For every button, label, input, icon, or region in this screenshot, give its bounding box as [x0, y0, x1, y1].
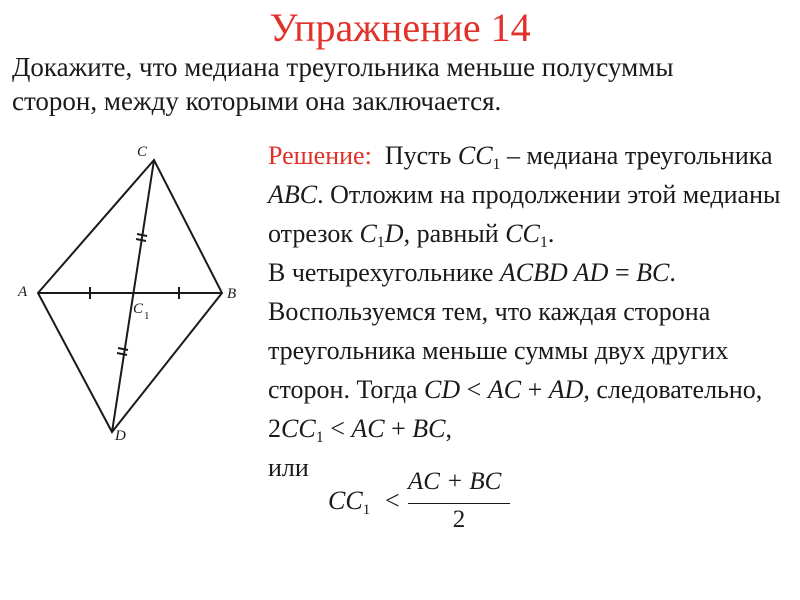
tick-cc1-2 [136, 239, 146, 241]
solution-text-run: , [445, 414, 452, 443]
solution-text-run: + [521, 375, 549, 404]
vertex-label-c1-sub: 1 [144, 310, 150, 322]
solution-text-run: Пусть [384, 141, 458, 170]
problem-line-1: Докажите, что медиана треугольника меньше полусуммы [12, 52, 674, 82]
quadrilateral-acbd [38, 160, 222, 432]
solution-text [268, 136, 793, 487]
math-bc: BC [636, 258, 670, 287]
subscript: 1 [315, 429, 324, 446]
fraction-bar [408, 503, 510, 504]
vertex-label-a: A [18, 284, 28, 300]
solution-text-run: , равный [403, 219, 506, 248]
solution-text-run: = [608, 258, 637, 287]
math-cd: CD [424, 375, 461, 404]
vertex-label-c: C [137, 144, 148, 160]
tick-cc1-1 [137, 234, 147, 236]
math-d: D [384, 219, 404, 248]
formula-lhs-text: CC [328, 486, 363, 515]
formula-lhs-sub: 1 [362, 502, 371, 518]
formula-denominator: 2 [452, 506, 466, 533]
solution-text-run: – медиана треугольника [500, 141, 773, 170]
vertex-label-b: B [227, 286, 237, 302]
subscript: 1 [376, 234, 385, 251]
math-abc: ABC [268, 180, 318, 209]
formula-numerator: AC + BC [408, 468, 502, 495]
formula-operator: < [385, 486, 400, 515]
problem-statement [12, 50, 792, 118]
formula-lhs [328, 486, 370, 516]
math-cc: CC [505, 219, 540, 248]
math-cc: CC [457, 141, 493, 170]
math-bc: BC [412, 414, 446, 443]
solution-text-run: . [547, 219, 555, 248]
solution-text-run: < [323, 414, 352, 443]
tick-c1d-1 [118, 348, 128, 350]
math-ac: AC [487, 375, 522, 404]
math-acbd-ad: ACBD AD [499, 258, 609, 287]
math-ac: AC [351, 414, 385, 443]
formula-inequality [328, 468, 528, 540]
slide-title: Упражнение 14 [269, 5, 531, 50]
vertex-label-d: D [115, 428, 126, 444]
solution-text-run: + [384, 414, 413, 443]
geometry-figure [0, 128, 262, 458]
solution-text-run: < [460, 375, 488, 404]
solution-text-run: В четырехугольнике [268, 258, 500, 287]
tick-c1d-2 [117, 353, 127, 355]
solution-or: или [268, 453, 309, 482]
solution-text-run: . [669, 258, 676, 287]
math-c: C [359, 219, 377, 248]
subscript: 1 [492, 156, 501, 173]
solution-text-run: . Отложим на продолжении этой медианы отрезок [268, 180, 781, 248]
vertex-label-c1: C [133, 301, 144, 317]
problem-line-2: сторон, между которыми она заключается. [12, 86, 502, 116]
solution-text-run: Воспользуемся тем, что каждая сторона треугольника меньше суммы двух других сторон. Тогда [268, 297, 729, 404]
math-ad: AD [548, 375, 584, 404]
math-cc: CC [281, 414, 316, 443]
subscript: 1 [539, 234, 548, 251]
solution-text-run: , следовательно, 2 [268, 375, 763, 443]
solution-label: Решение: [268, 141, 372, 170]
